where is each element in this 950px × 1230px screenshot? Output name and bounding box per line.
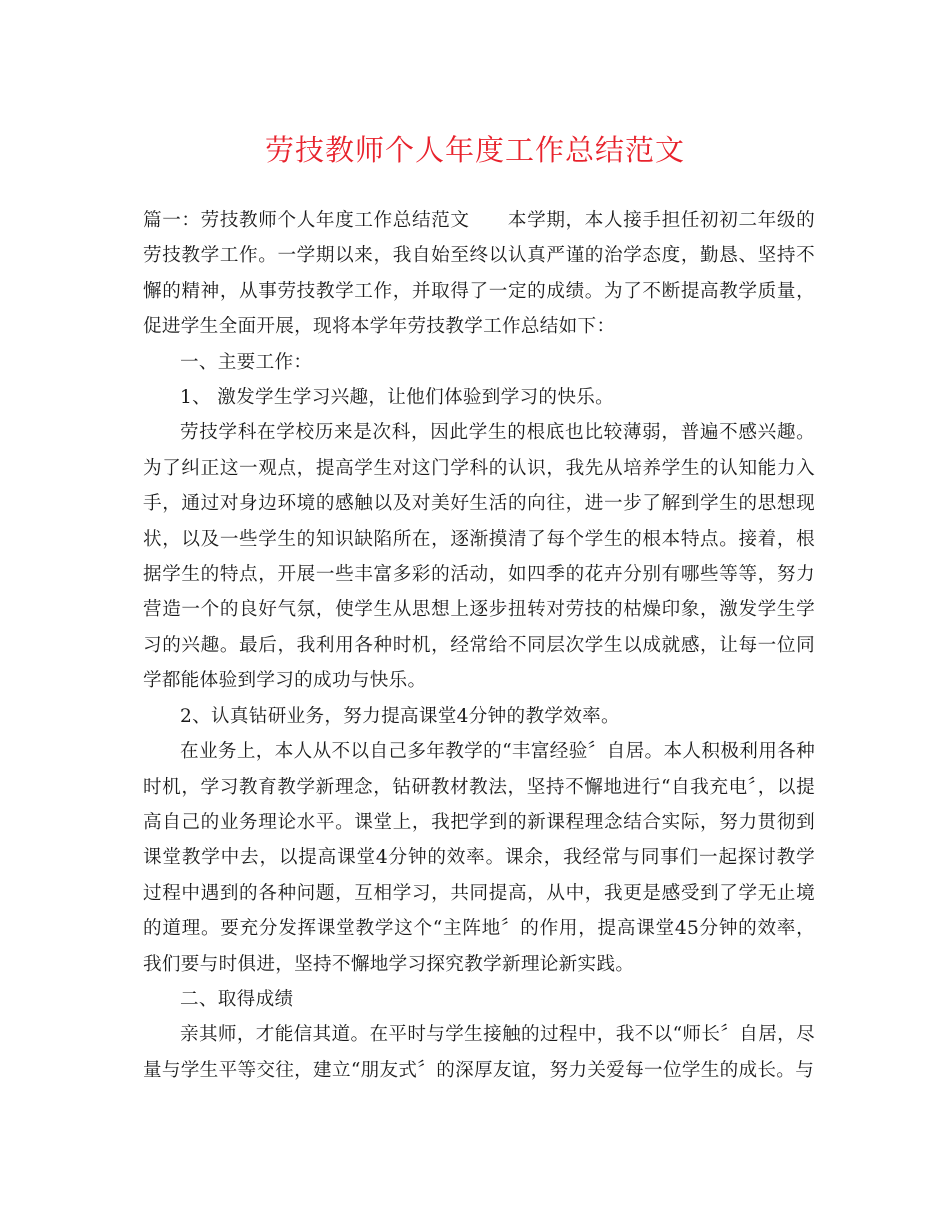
lead-text: 本学期，本人接手担任初初二年级的劳技教学工作。一学期以来，我自始至终以认真严谨的治学态度，勤恳、坚持不懈的精神，从事劳技教学工作，并取得了一定的成绩。为了不断提高教学质量，促进学生全面开展，现将本学年劳技教学工作总结如下： <box>143 210 815 338</box>
section-heading: 一、主要工作： <box>180 351 313 373</box>
lead-paragraph <box>143 203 815 345</box>
body-paragraph: 亲其师，才能信其道。在平时与学生接触的过程中，我不以“师长〞自居，尽量与学生平等交往，建立“朋友式〞的深厚友谊，努力关爱每一位学生的成长。与 <box>143 1024 815 1081</box>
lead-label: 篇一：劳技教师个人年度工作总结范文 <box>143 210 470 231</box>
document-title: 劳技教师个人年度工作总结范文 <box>264 133 685 167</box>
document-body <box>143 203 815 1088</box>
body-paragraph: 劳技学科在学校历来是次科，因此学生的根底也比较薄弱，普遍不感兴趣。为了纠正这一观点，提高学生对这门学科的认识，我先从培养学生的认知能力入手，通过对身边环境的感触以及对美好生活的向往，进一步了解到学生的思想现状，以及一些学生的知识缺陷所在，逐渐摸清了每个学生的根本特点。接着，根据学生的特点，开展一些丰富多彩的活动，如四季的花卉分别有哪些等等，努力营造一个的良好气氛，使学生从思想上逐步扭转对劳技的枯燥印象，激发学生学习的兴趣。最后，我利用各种时机，经常给不同层次学生以成就感，让每一位同学都能体验到学习的成功与快乐。 <box>143 422 815 692</box>
subsection-heading: 1、 激发学生学习兴趣，让他们体验到学习的快乐。 <box>180 387 615 409</box>
body-paragraph: 在业务上，本人从不以自己多年教学的“丰富经验〞自居。本人积极利用各种时机，学习教育教学新理念，钻研教材教法，坚持不懈地进行“自我充电〞，以提高自己的业务理论水平。课堂上，我把学到的新课程理念结合实际，努力贯彻到课堂教学中去，以提高课堂4分钟的效率。课余，我经常与同事们一起探讨教学过程中遇到的各种问题，互相学习，共同提高，从中，我更是感受到了学无止境的道理。要充分发挥课堂教学这个“主阵地〞的作用，提高课堂45分钟的效率，我们要与时俱进，坚持不懈地学习探究教学新理论新实践。 <box>143 741 815 975</box>
subsection-heading: 2、认真钻研业务，努力提高课堂4分钟的教学效率。 <box>180 705 620 727</box>
section-heading: 二、取得成绩 <box>180 988 294 1010</box>
